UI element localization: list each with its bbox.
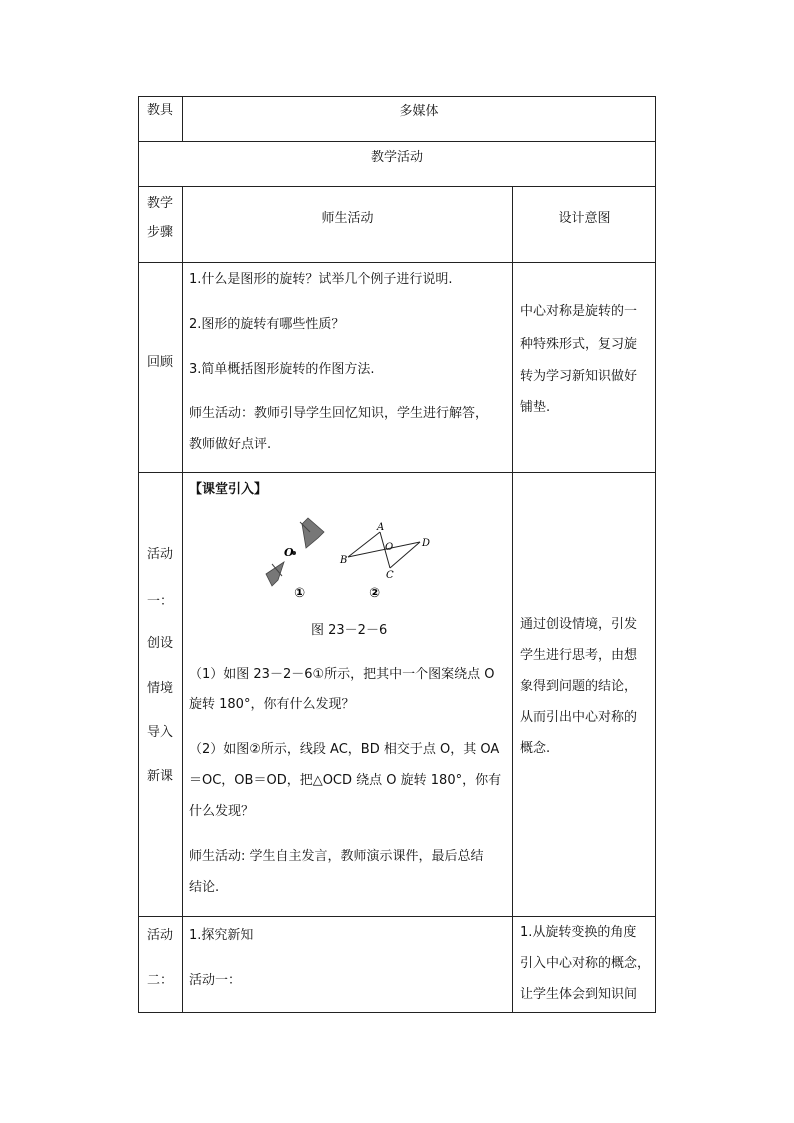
teacher-activity-line: 结论. xyxy=(189,880,220,895)
question-2-line: ＝OC，OB＝OD，把△OCD 绕点 O 旋转 180°，你有 xyxy=(189,773,502,788)
label-fig2: ② xyxy=(369,586,381,601)
step-activity1: 情境 xyxy=(147,681,174,696)
design-line: 象得到问题的结论， xyxy=(520,679,638,694)
flag-shape-upper xyxy=(300,518,324,548)
label-o-fig1: O xyxy=(284,546,294,559)
flag-shape-lower xyxy=(266,562,284,586)
question-1-line: （1）如图 23－2－6①所示，把其中一个图案绕点 O xyxy=(189,667,495,682)
review-line: 教师做好点评. xyxy=(189,437,272,452)
question-2-line: （2）如图②所示，线段 AC，BD 相交于点 O，其 OA xyxy=(189,742,500,757)
step-activity1: 新课 xyxy=(147,769,174,784)
design-line: 种特殊形式，复习旋 xyxy=(520,337,638,352)
triangle-segments xyxy=(348,532,420,568)
row-divider xyxy=(138,472,656,473)
design-line: 概念. xyxy=(520,741,551,756)
step-activity1: 活动 xyxy=(147,547,174,562)
review-line: 师生活动：教师引导学生回忆知识，学生进行解答， xyxy=(189,406,489,421)
question-1-line: 旋转 180°，你有什么发现？ xyxy=(189,697,355,712)
activity2-line: 1.探究新知 xyxy=(189,928,254,943)
review-line: 2.图形的旋转有哪些性质？ xyxy=(189,317,345,332)
figure-caption: 图 23－2－6 xyxy=(311,623,388,638)
activity2-line: 活动一： xyxy=(189,973,242,988)
col-step-header: 教学 xyxy=(147,196,174,211)
step-activity2: 二： xyxy=(147,973,174,988)
col-step-header: 步骤 xyxy=(147,225,174,240)
design-line: 中心对称是旋转的一 xyxy=(520,304,638,319)
design-line: 通过创设情境，引发 xyxy=(520,617,638,632)
point-d-label: D xyxy=(422,538,431,549)
design-line: 转为学习新知识做好 xyxy=(520,369,638,384)
design-line: 让学生体会到知识间 xyxy=(520,987,638,1002)
teacher-activity-line: 师生活动: 学生自主发言，教师演示课件，最后总结 xyxy=(189,849,484,864)
point-c-label: C xyxy=(386,570,394,581)
row-divider xyxy=(138,916,656,917)
equipment-value: 多媒体 xyxy=(399,104,439,119)
design-line: 学生进行思考，由想 xyxy=(520,648,638,663)
step-activity2: 活动 xyxy=(147,928,174,943)
step-activity1: 创设 xyxy=(147,636,174,651)
col-design-header: 设计意图 xyxy=(558,211,611,226)
row-divider xyxy=(138,262,656,263)
design-line: 引入中心对称的概念， xyxy=(520,956,651,971)
col-activity-header: 师生活动 xyxy=(321,211,374,226)
review-line: 3.简单概括图形旋转的作图方法. xyxy=(189,362,375,377)
col-divider xyxy=(512,186,513,1013)
figure-23-2-6 xyxy=(256,512,456,608)
question-2-line: 什么发现？ xyxy=(189,804,255,819)
step-review: 回顾 xyxy=(147,355,174,370)
design-line: 铺垫. xyxy=(520,400,551,415)
col-divider xyxy=(182,186,183,1013)
point-b-label: B xyxy=(340,555,348,566)
step-activity1: 一： xyxy=(147,594,174,609)
intro-title: 【课堂引入】 xyxy=(189,482,268,497)
design-line: 从而引出中心对称的 xyxy=(520,710,638,725)
point-a-label: A xyxy=(377,522,385,533)
row-divider xyxy=(138,141,656,142)
point-o-label: O xyxy=(385,542,394,553)
row-divider xyxy=(138,186,656,187)
label-fig1: ① xyxy=(294,586,306,601)
step-activity1: 导入 xyxy=(147,725,174,740)
design-line: 1.从旋转变换的角度 xyxy=(520,925,637,940)
review-line: 1.什么是图形的旋转？试举几个例子进行说明. xyxy=(189,272,453,287)
activities-title: 教学活动 xyxy=(370,150,423,165)
equipment-label: 教具 xyxy=(147,103,174,118)
